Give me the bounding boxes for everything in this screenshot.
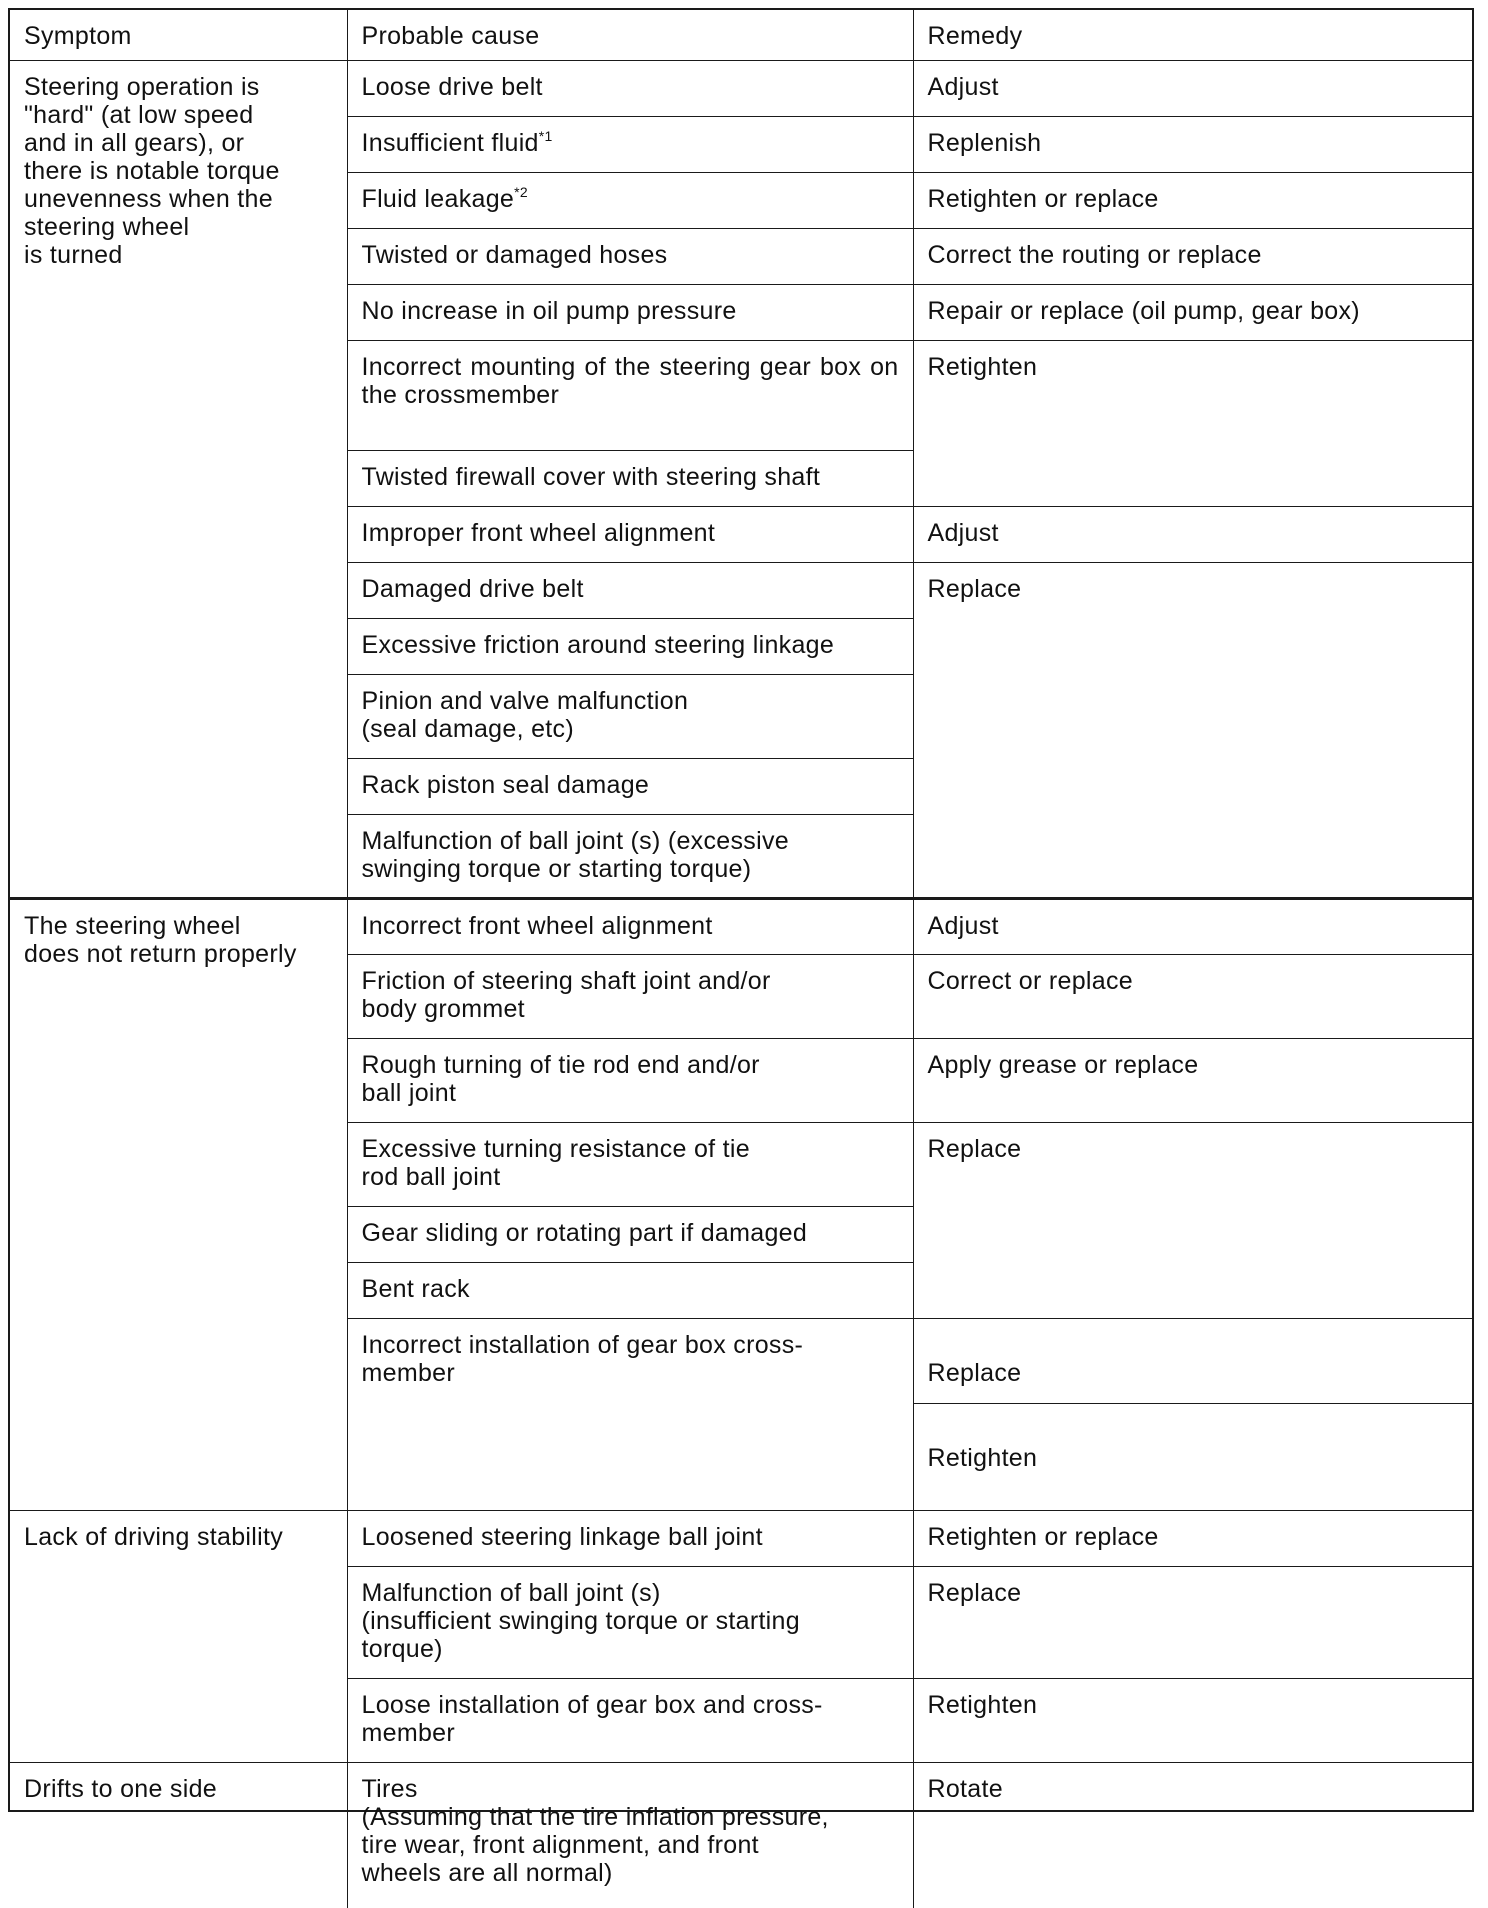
remedy-cell: Replace	[913, 563, 1472, 899]
remedy-cell: Adjust	[913, 899, 1472, 955]
footnote-mark: *2	[514, 184, 528, 200]
cause-text: Insufficient fluid	[361, 129, 539, 157]
troubleshooting-document	[8, 8, 1474, 1887]
table-row	[10, 1763, 1472, 1908]
header-symptom: Symptom	[10, 10, 347, 61]
remedy-cell: Adjust	[913, 507, 1472, 563]
table-row	[10, 899, 1472, 955]
remedy-cell: Retighten	[913, 341, 1472, 507]
header-probable-cause: Probable cause	[347, 10, 913, 61]
cause-cell: Pinion and valve malfunction (seal damage, etc)	[347, 675, 913, 759]
cause-cell: Tires (Assuming that the tire inflation pressure, tire wear, front alignment, and front wheels are all normal)	[347, 1763, 913, 1908]
remedy-cell: Apply grease or replace	[913, 1039, 1472, 1123]
remedy-cell: Rotate	[913, 1763, 1472, 1908]
cause-cell: Improper front wheel alignment	[347, 507, 913, 563]
header-remedy: Remedy	[913, 10, 1472, 61]
remedy-cell: Adjust	[913, 61, 1472, 117]
remedy-cell: Retighten or replace	[913, 173, 1472, 229]
cause-cell: Incorrect installation of gear box cross- member	[347, 1319, 913, 1511]
cause-cell: Rough turning of tie rod end and/or ball joint	[347, 1039, 913, 1123]
cause-cell: Incorrect mounting of the steering gear box on the crossmember	[347, 341, 913, 451]
cause-cell: Loosened steering linkage ball joint	[347, 1511, 913, 1567]
cause-cell: Twisted firewall cover with steering shaft	[347, 451, 913, 507]
remedy-retighten: Retighten	[927, 1444, 1038, 1472]
table-row	[10, 61, 1472, 117]
symptom-hard-steering: Steering operation is "hard" (at low speed and in all gears), or there is notable torque unevenness when the steering wheel is turned	[10, 61, 347, 899]
table-row	[10, 1511, 1472, 1567]
symptom-driving-stability: Lack of driving stability	[10, 1511, 347, 1763]
remedy-cell: Replenish	[913, 117, 1472, 173]
cause-cell	[347, 173, 913, 229]
troubleshooting-table	[10, 10, 1472, 1908]
cause-cell: Excessive friction around steering linkage	[347, 619, 913, 675]
cause-cell: Incorrect front wheel alignment	[347, 899, 913, 955]
symptom-drifts: Drifts to one side	[10, 1763, 347, 1908]
cause-cell	[347, 117, 913, 173]
cause-cell: Rack piston seal damage	[347, 759, 913, 815]
cause-cell: Malfunction of ball joint (s) (excessive swinging torque or starting torque)	[347, 815, 913, 899]
cause-cell: Bent rack	[347, 1263, 913, 1319]
remedy-cell: Retighten or replace	[913, 1511, 1472, 1567]
cause-cell: Friction of steering shaft joint and/or body grommet	[347, 955, 913, 1039]
header-row	[10, 10, 1472, 61]
remedy-cell: Correct or replace	[913, 955, 1472, 1039]
remedy-cell: Correct the routing or replace	[913, 229, 1472, 285]
cause-cell: Twisted or damaged hoses	[347, 229, 913, 285]
remedy-cell: Replace	[913, 1567, 1472, 1679]
cause-cell: Loose drive belt	[347, 61, 913, 117]
cause-cell: Damaged drive belt	[347, 563, 913, 619]
remedy-cell: Retighten	[913, 1679, 1472, 1763]
cause-cell: Malfunction of ball joint (s) (insufficient swinging torque or starting torque)	[347, 1567, 913, 1679]
cause-cell: Loose installation of gear box and cross- member	[347, 1679, 913, 1763]
remedy-cell	[913, 1319, 1472, 1511]
cause-cell: No increase in oil pump pressure	[347, 285, 913, 341]
remedy-replace: Replace	[914, 1347, 1473, 1404]
remedy-cell: Repair or replace (oil pump, gear box)	[913, 285, 1472, 341]
symptom-wheel-not-returning: The steering wheel does not return properly	[10, 899, 347, 1511]
footnote-mark: *1	[538, 128, 553, 144]
cause-cell: Gear sliding or rotating part if damaged	[347, 1207, 913, 1263]
cause-cell: Excessive turning resistance of tie rod ball joint	[347, 1123, 913, 1207]
cause-text: Fluid leakage	[361, 185, 515, 213]
remedy-cell: Replace	[913, 1123, 1472, 1319]
